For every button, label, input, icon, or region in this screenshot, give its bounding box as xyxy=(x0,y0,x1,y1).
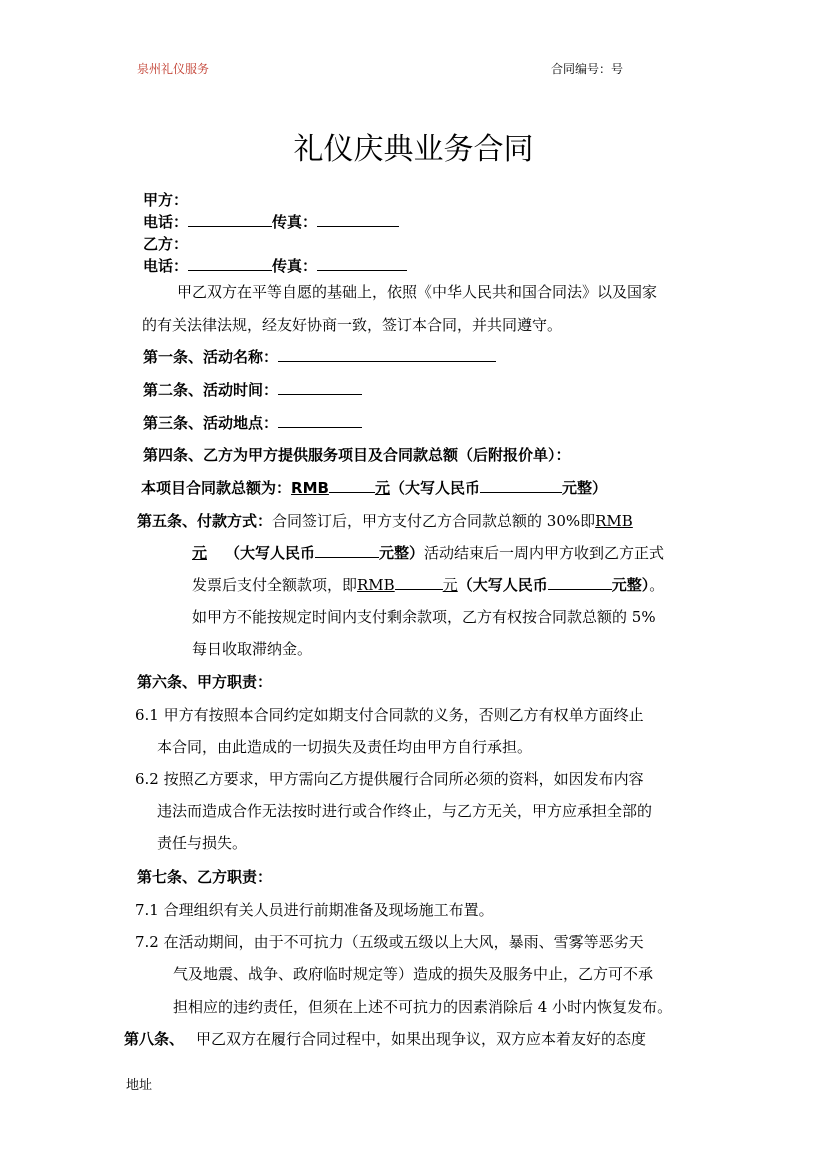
header-contract-number: 合同编号：号 xyxy=(551,62,624,76)
article-2: 第二条、活动时间： xyxy=(143,379,362,400)
a5-rmb: RMB xyxy=(595,512,633,530)
phone-blank xyxy=(188,211,272,227)
article-7-1: 7.1 合理组织有关人员进行前期准备及现场施工布置。 xyxy=(135,901,494,919)
fax-label: 传真： xyxy=(272,257,318,275)
header-company: 泉州礼仪服务 xyxy=(137,62,210,76)
party-b-contact xyxy=(143,255,407,276)
article-6: 第六条、甲方职责： xyxy=(137,673,273,691)
party-b-label: 乙方： xyxy=(143,235,189,253)
article-6-2-line-1: 6.2 按照乙方要求，甲方需向乙方提供履行合同所必须的资料，如因发布内容 xyxy=(135,770,644,788)
party-a-contact xyxy=(143,211,399,232)
article-5-line-3: 发票后支付全额款项，即RMB 元（大写人民币 元整）。 xyxy=(192,576,665,594)
activity-place-blank xyxy=(278,412,362,428)
article-7: 第七条、乙方职责： xyxy=(137,868,273,886)
article-3: 第三条、活动地点： xyxy=(143,412,362,433)
activity-time-blank xyxy=(278,379,362,395)
article-1: 第一条、活动名称： xyxy=(143,346,496,367)
fax-blank xyxy=(317,255,407,271)
article-6-2-line-3: 责任与损失。 xyxy=(157,834,248,852)
phone-label: 电话： xyxy=(143,257,189,275)
phone-label: 电话： xyxy=(143,213,189,231)
article-4: 第四条、乙方为甲方提供服务项目及合同款总额（后附报价单）： xyxy=(143,446,571,464)
article-6-2-line-2: 违法而造成合作无法按时进行或合作终止，与乙方无关，甲方应承担全部的 xyxy=(157,802,653,820)
article-5-line-2: 元 （大写人民币 元整）活动结束后一周内甲方收到乙方正式 xyxy=(192,544,665,562)
article-6-1-line-2: 本合同，由此造成的一切损失及责任均由甲方自行承担。 xyxy=(157,738,533,756)
phone-blank xyxy=(188,255,272,271)
article-7-2-line-3: 担相应的违约责任，但须在上述不可抗力的因素消除后 4 小时内恢复发布。 xyxy=(173,998,673,1016)
article-8: 第八条、 甲乙双方在履行合同过程中，如果出现争议，双方应本着友好的态度 xyxy=(124,1030,647,1048)
page-title: 礼仪庆典业务合同 xyxy=(293,132,534,167)
total-yuan: 元 xyxy=(374,479,390,497)
footer-address: 地址 xyxy=(126,1078,153,1093)
article-5-line-4: 如甲方不能按规定时间内支付剩余款项，乙方有权按合同款总额的 5% xyxy=(192,608,656,626)
article-5-line-5: 每日收取滞纳金。 xyxy=(192,640,313,658)
fax-label: 传真： xyxy=(272,213,318,231)
article-7-2-line-1: 7.2 在活动期间，由于不可抗力（五级或五级以上大风，暴雨、雪雾等恶劣天 xyxy=(135,933,644,951)
activity-name-blank xyxy=(278,346,496,362)
party-a-label: 甲方： xyxy=(143,191,189,209)
article-5-line-1: 第五条、付款方式：合同签订后，甲方支付乙方合同款总额的 30%即RMB xyxy=(137,512,633,530)
total-rmb: RMB xyxy=(291,479,329,497)
article-6-1-line-1: 6.1 甲方有按照本合同约定如期支付合同款的义务，否则乙方有权单方面终止 xyxy=(135,706,644,724)
total-amount-line: 本项目合同款总额为：RMB 元（大写人民币 元整） xyxy=(141,479,607,497)
fax-blank xyxy=(317,211,399,227)
article-7-2-line-2: 气及地震、战争、政府临时规定等）造成的损失及服务中止，乙方可不承 xyxy=(173,965,654,983)
intro-line-1: 甲乙双方在平等自愿的基础上，依照《中华人民共和国合同法》以及国家 xyxy=(177,283,658,301)
intro-line-2: 的有关法律法规，经友好协商一致，签订本合同，并共同遵守。 xyxy=(142,316,563,334)
